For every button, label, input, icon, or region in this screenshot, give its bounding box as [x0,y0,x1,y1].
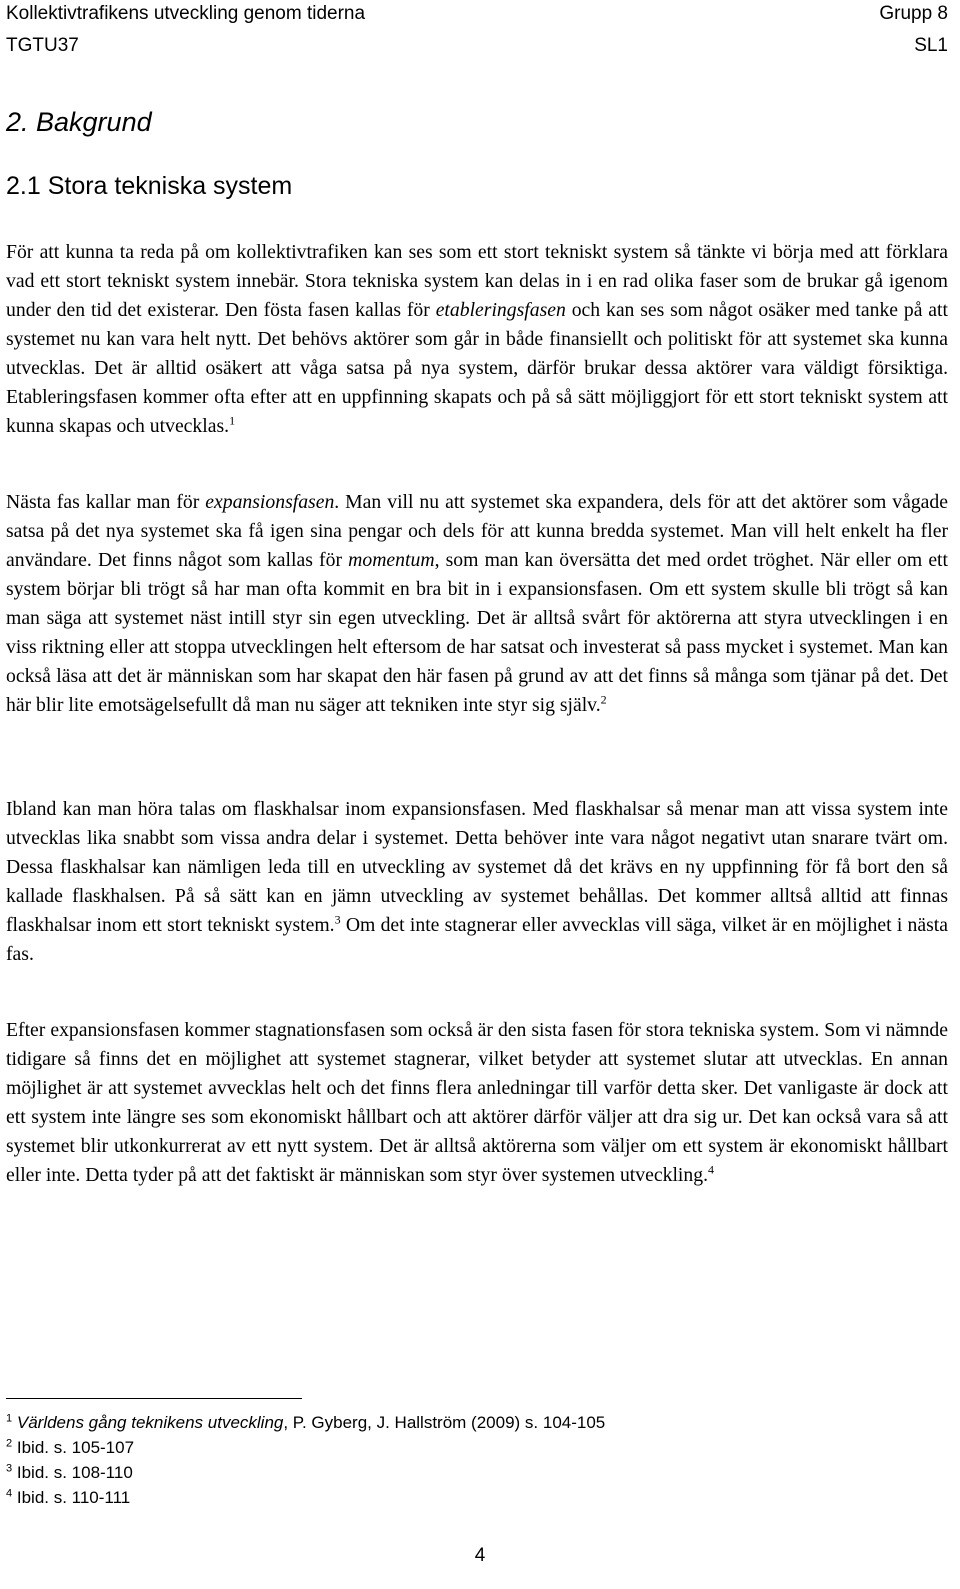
header-class: SL1 [914,35,948,56]
footnote-ref-1: 1 [229,413,236,428]
footnote-3 [6,1460,605,1485]
paragraph-1-emphasis: etableringsfasen [435,299,566,321]
footnote-4-text: Ibid. s. 110-111 [16,1488,131,1507]
section-heading: 2. Bakgrund [6,107,152,137]
footnote-ref-2: 2 [600,692,607,707]
footnote-1-number: 1 [6,1412,13,1425]
paragraph-2-text-b: . Man vill nu att systemet ska expandera, dels för att det aktörer som vågade satsa på det nya systemet ska få igen sina pengar och dels för att kunna bredda systemet. Man vill helt enkelt ha fler användare. Det finns något som kallas för [6,491,948,571]
paragraph-3-text-b: Om det inte stagnerar eller avvecklas vill säga, vilket är en möjlighet i nästa fas. [6,914,948,965]
footnote-separator [6,1398,302,1399]
footnote-2-text: Ibid. s. 105-107 [16,1438,135,1457]
page-header-row-2 [6,34,948,58]
footnote-ref-3: 3 [334,912,341,927]
page-header-row-1 [6,2,948,26]
paragraph-2-text-a: Nästa fas kallar man för [6,491,206,513]
paragraph-4-text-a: Efter expansionsfasen kommer stagnationsfasen som också är den sista fasen för stora tekniska system. Som vi nämnde tidigare så finns det en möjlighet att systemet stagnerar, vilket betyder att systemet slutar att utvecklas. En annan möjlighet är att systemet avvecklas helt och det finns flera anledningar till varför detta sker. Det vanligaste är dock att ett system inte längre ses som ekonomiskt hållbart och att aktörer därför väljer att dra sig ur. Det kan också vara så att systemet blir utkonkurrerat av ett nytt system. Det är alltså aktörerna som väljer om ett system är ekonomiskt hållbart eller inte. Detta tyder på att det faktiskt är människan som styr över systemen utveckling. [6,1019,948,1186]
footnote-1-text: , P. Gyberg, J. Hallström (2009) s. 104-105 [283,1413,606,1432]
footnote-4-number: 4 [6,1487,13,1500]
footnote-1-title: Världens gång teknikens utveckling [16,1413,284,1432]
paragraph-1-text-a: För att kunna ta reda på om kollektivtrafiken kan ses som ett stort tekniskt system så tänkte vi börja med att förklara vad ett stort tekniskt system innebär. Stora tekniska system kan delas in i en rad olika faser som de brukar gå igenom under den tid det existerar. Den fösta fasen kallas för [6,241,948,321]
footnote-4 [6,1485,605,1510]
paragraph-2-text-c: , som man kan översätta det med ordet tröghet. När eller om ett system börjar bli trögt så har man ofta kommit en bra bit in i expansionsfasen. Om ett system skulle bli trögt så kan man säga att systemet näst intill styr sin egen utveckling. Det är alltså svårt för aktörerna att styra utvecklingen i en viss riktning eller att stoppa utvecklingen helt eftersom de har satsat och investerat så pass mycket i systemet. Man kan också läsa att det är människan som har skapat den här fasen på grund av att det finns så många som tjänar på det. Det här blir lite emotsägelsefullt då man nu säger att tekniken inte styr sig själv. [6,549,948,716]
footnote-3-number: 3 [6,1462,13,1475]
paragraph-4 [6,1016,948,1190]
footnotes [6,1410,605,1510]
paragraph-3-text-a: Ibland kan man höra talas om flaskhalsar inom expansionsfasen. Med flaskhalsar så menar man att vissa system inte utvecklas lika snabbt som vissa andra delar i systemet. Detta behöver inte vara något negativt utan snarare tvärt om. Dessa flaskhalsar kan nämligen leda till en utveckling av systemet då det krävs en ny uppfinning för få bort den så kallade flaskhalsen. På så sätt kan en jämn utveckling av systemet behållas. Det kommer alltså alltid att finnas flaskhalsar inom ett stort tekniskt system. [6,798,948,936]
paragraph-1-text-b: och kan ses som något osäker med tanke på att systemet nu kan vara helt nytt. Det behövs aktörer som går in både finansiellt och politiskt för att systemet ska kunna utvecklas. Det är alltid osäkert att våga satsa på nya system, därför brukar dessa aktörer vara väldigt försiktiga. Etableringsfasen kommer ofta efter att en uppfinning skapats och på så sätt möjliggjort för ett stort tekniskt system att kunna skapas och utvecklas. [6,299,948,437]
paragraph-2 [6,488,948,720]
header-group: Grupp 8 [879,3,948,24]
subsection-heading: 2.1 Stora tekniska system [6,172,293,200]
footnote-1 [6,1410,605,1435]
paragraph-2-emphasis-2: momentum [348,549,435,571]
paragraph-1 [6,238,948,441]
footnote-3-text: Ibid. s. 108-110 [16,1463,133,1482]
paragraph-2-emphasis-1: expansionsfasen [205,491,335,513]
page-number: 4 [474,1545,486,1566]
footnote-ref-4: 4 [708,1162,714,1177]
header-course: TGTU37 [6,35,79,56]
header-title: Kollektivtrafikens utveckling genom tiderna [6,3,366,24]
footnote-2-number: 2 [6,1437,13,1450]
footnote-2 [6,1435,605,1460]
paragraph-3 [6,795,948,969]
